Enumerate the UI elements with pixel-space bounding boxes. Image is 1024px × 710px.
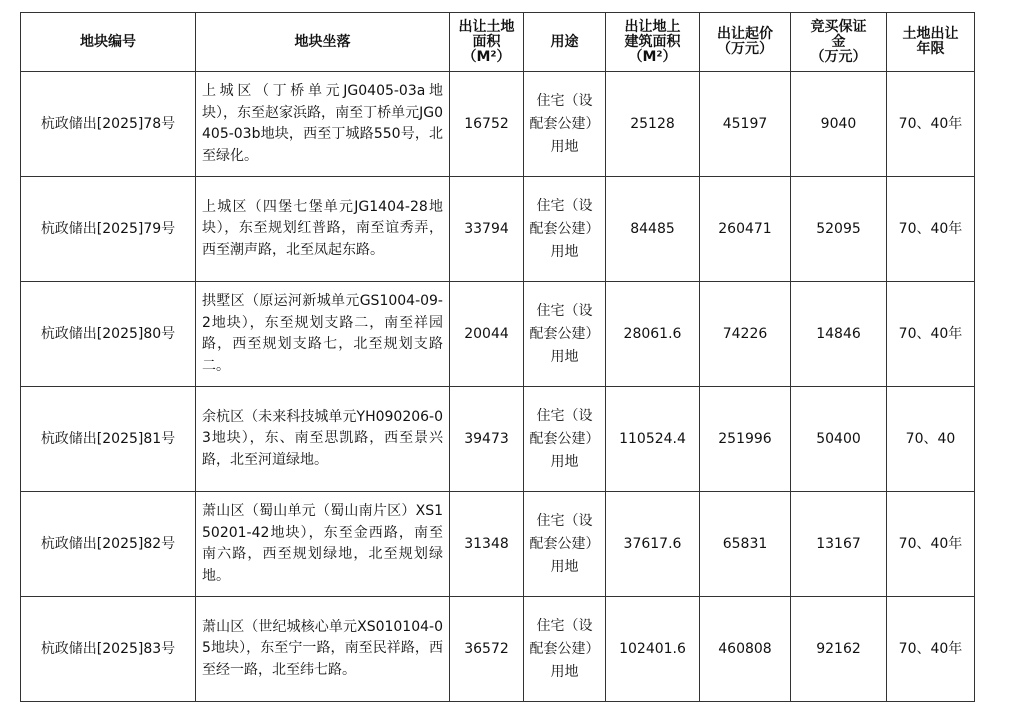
table-row (21, 387, 975, 492)
cell-term: 70、40年 (887, 597, 975, 702)
cell-start-price: 460808 (700, 597, 791, 702)
cell-area: 39473 (450, 387, 524, 492)
cell-floor-area: 37617.6 (606, 492, 700, 597)
cell-start-price: 260471 (700, 177, 791, 282)
cell-term: 70、40年 (887, 282, 975, 387)
cell-floor-area: 110524.4 (606, 387, 700, 492)
header-start-price: 出让起价 （万元） (700, 13, 791, 72)
header-floor-area: 出让地上 建筑面积 （M²） (606, 13, 700, 72)
cell-use: 住宅（设 配套公建） 用地 (524, 492, 606, 597)
cell-location: 上城区（丁桥单元JG0405-03a地块），东至赵家浜路，南至丁桥单元JG0405-03b地块，西至丁城路550号，北至绿化。 (196, 72, 450, 177)
header-area: 出让土地 面积 （M²） (450, 13, 524, 72)
cell-lot-no: 杭政储出[2025]78号 (21, 72, 196, 177)
cell-deposit: 50400 (791, 387, 887, 492)
cell-area: 33794 (450, 177, 524, 282)
cell-location: 萧山区（蜀山单元（蜀山南片区）XS150201-42地块），东至金西路，南至南六路，西至规划绿地，北至规划绿地。 (196, 492, 450, 597)
cell-deposit: 14846 (791, 282, 887, 387)
cell-term: 70、40年 (887, 177, 975, 282)
cell-deposit: 52095 (791, 177, 887, 282)
cell-lot-no: 杭政储出[2025]82号 (21, 492, 196, 597)
table-row (21, 597, 975, 702)
cell-floor-area: 25128 (606, 72, 700, 177)
cell-location: 萧山区（世纪城核心单元XS010104-05地块），东至宁一路，南至民祥路，西至经一路，北至纬七路。 (196, 597, 450, 702)
header-lot-no: 地块编号 (21, 13, 196, 72)
table-row (21, 492, 975, 597)
cell-deposit: 92162 (791, 597, 887, 702)
header-deposit: 竞买保证 金 （万元） (791, 13, 887, 72)
cell-area: 31348 (450, 492, 524, 597)
header-use: 用途 (524, 13, 606, 72)
cell-lot-no: 杭政储出[2025]79号 (21, 177, 196, 282)
cell-use: 住宅（设 配套公建） 用地 (524, 282, 606, 387)
cell-start-price: 251996 (700, 387, 791, 492)
cell-lot-no: 杭政储出[2025]81号 (21, 387, 196, 492)
table-row (21, 72, 975, 177)
header-row (21, 13, 975, 72)
land-auction-table (20, 12, 975, 702)
cell-lot-no: 杭政储出[2025]83号 (21, 597, 196, 702)
cell-floor-area: 102401.6 (606, 597, 700, 702)
table-row (21, 282, 975, 387)
cell-deposit: 9040 (791, 72, 887, 177)
header-term: 土地出让 年限 (887, 13, 975, 72)
cell-use: 住宅（设 配套公建） 用地 (524, 387, 606, 492)
table-row (21, 177, 975, 282)
cell-start-price: 65831 (700, 492, 791, 597)
cell-area: 20044 (450, 282, 524, 387)
cell-area: 36572 (450, 597, 524, 702)
cell-floor-area: 28061.6 (606, 282, 700, 387)
cell-lot-no: 杭政储出[2025]80号 (21, 282, 196, 387)
header-location: 地块坐落 (196, 13, 450, 72)
cell-term: 70、40 (887, 387, 975, 492)
cell-term: 70、40年 (887, 492, 975, 597)
cell-use: 住宅（设 配套公建） 用地 (524, 177, 606, 282)
cell-use: 住宅（设 配套公建） 用地 (524, 597, 606, 702)
cell-floor-area: 84485 (606, 177, 700, 282)
cell-term: 70、40年 (887, 72, 975, 177)
cell-area: 16752 (450, 72, 524, 177)
cell-use: 住宅（设 配套公建） 用地 (524, 72, 606, 177)
cell-start-price: 74226 (700, 282, 791, 387)
land-auction-table-container (20, 12, 975, 702)
cell-location: 拱墅区（原运河新城单元GS1004-09-2地块），东至规划支路二，南至祥园路，西至规划支路七，北至规划支路二。 (196, 282, 450, 387)
cell-start-price: 45197 (700, 72, 791, 177)
cell-location: 余杭区（未来科技城单元YH090206-03地块），东、南至思凯路，西至景兴路，北至河道绿地。 (196, 387, 450, 492)
cell-deposit: 13167 (791, 492, 887, 597)
cell-location: 上城区（四堡七堡单元JG1404-28地块），东至规划红普路，南至谊秀弄，西至潮声路，北至凤起东路。 (196, 177, 450, 282)
